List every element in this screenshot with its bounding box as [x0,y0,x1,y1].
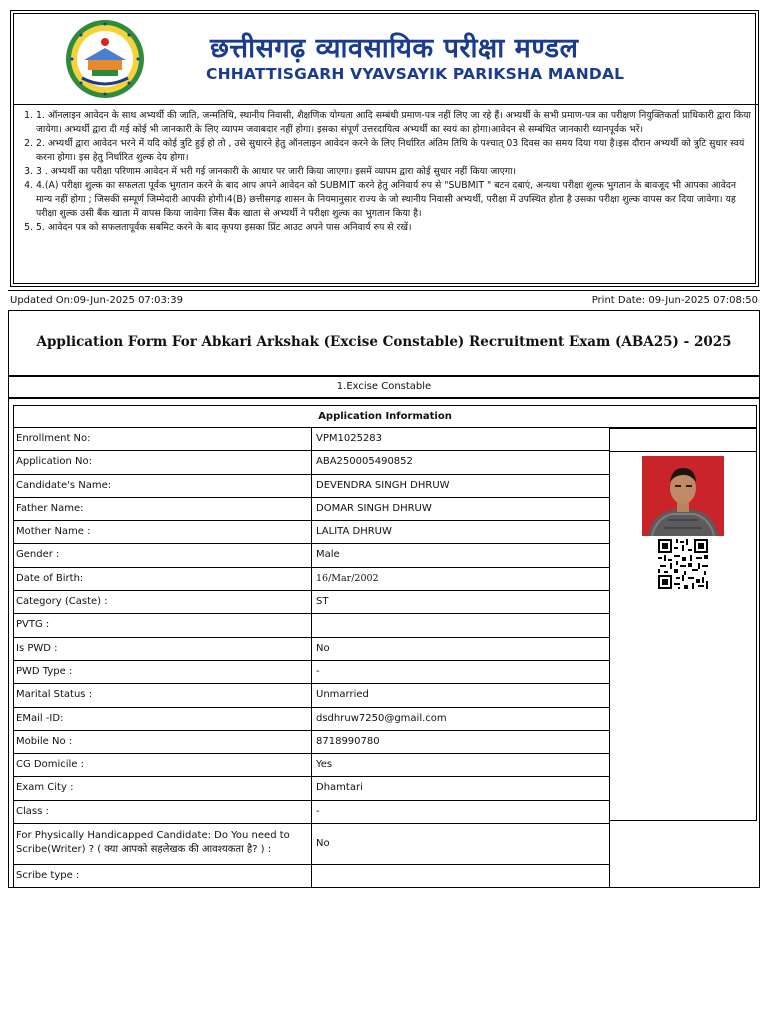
table-row [13,754,610,777]
field-label: Marital Status : [14,684,312,706]
instruction-item: 2. 2. अभ्यर्थी द्वारा आवेदन भरने में यदि कोई त्रुटि हुई हो तो , उसे सुधारने हेतु ऑनलाइन आवेदन करने के लिए निर्धारित अंतिम तिथि के पश्चात् 03 दिवस का समय दिया गया है।इस दौरान अभ्यर्थी को त्रुटि सुधार स्वयं करना होगा। इस हेतु निर्धारित शुल्क देय होगा। [36,137,755,165]
table-row [13,475,610,498]
field-value: No [316,642,330,654]
organization-title-english: CHHATTISGARH VYAVSAYIK PARIKSHA MANDAL [206,65,625,83]
table-row [13,451,610,474]
field-label: Gender : [14,544,312,566]
field-label: Date of Birth: [14,568,312,590]
field-label: Mobile No : [14,731,312,753]
field-label: Candidate's Name: [14,475,312,497]
table-row [13,638,610,661]
photo-column [610,451,757,821]
table-row [13,661,610,684]
field-value: ST [316,596,329,608]
field-value: Yes [316,759,333,771]
table-row [13,684,610,707]
field-label: PVTG : [14,614,312,636]
field-label: Mother Name : [14,521,312,543]
field-rows [13,428,610,888]
field-label: Exam City : [14,777,312,799]
table-row [13,568,610,591]
instruction-item: 1. 1. ऑनलाइन आवेदन के साथ अभ्यर्थी की जाति, जन्मतिथि, स्थानीय निवासी, शैक्षणिक योग्यता आदि सम्बंधी प्रमाण-पत्र नहीं लिए जा रहे हैं। अभ्यर्थी के सभी प्रमाण-पत्र का परीक्षण नियुक्तिकर्ता प्राधिकारी द्वारा किया जायेगा। अभ्यर्थी द्वारा दी गई कोई भी जानकारी के लिए व्यापम जवाबदार नहीं होगा। इसका संपूर्ण उत्तरदायित्व अभ्यर्थी का स्वयं का होगा।आवेदन से सम्बंधित जानकारी ध्यानपूर्वक भरें। [36,109,755,137]
field-label: Enrollment No: [14,428,312,450]
table-row [13,544,610,567]
field-value: - [316,665,320,677]
table-row [13,865,610,888]
field-value: Male [316,549,340,561]
table-row [13,498,610,521]
vyapam-emblem-icon [62,18,148,100]
field-value: - [316,805,320,817]
field-value [312,614,609,636]
table-row [13,614,610,637]
field-label: EMail -ID: [14,708,312,730]
table-row [13,708,610,731]
form-title-box [8,311,760,376]
table-row [13,591,610,614]
qr-code-icon [658,539,708,589]
instruction-item: 4. 4.(A) परीक्षा शुल्क का सफलता पूर्वक भुगतान करने के बाद आप अपने आवेदन को SUBMIT करने हेतु अनिवार्य रुप से "SUBMIT " बटन दबाएं, अन्यथा परीक्षा शुल्क भुगतान के बावजूद भी आपका आवेदन मान्य नहीं होगा ; जिसकी सम्पूर्ण जिम्मेदारी आपकी होगी।4(B) छत्तीसगढ़ शासन के नियमानुसार राज्य के जो स्थानीय निवासी अभ्यर्थी, परीक्षा में उपस्थित होता है उसका परीक्षा शुल्क वापस कर दिया जावेगा। यह परीक्षा शुल्क उसी बैंक खाता में वापस किया जावेगा जिस बैंक खाता से अभ्यर्थी ने परीक्षा शुल्क का भुगतान किया है। [36,179,755,221]
instruction-item: 5. 5. आवेदन पत्र को सफलतापूर्वक सबमिट करने के बाद कृपया इसका प्रिंट आउट अपने पास अनिवार्य रुप से रखें। [36,221,755,235]
field-value: DOMAR SINGH DHRUW [316,502,432,514]
date-meta-row [8,290,760,311]
field-value [312,865,609,887]
table-row [13,824,610,865]
field-label: Application No: [14,451,312,473]
field-value: ABA250005490852 [316,456,413,468]
photo-column-header-cell [610,428,757,452]
field-label: Scribe type : [14,865,312,887]
print-date-text: Print Date: 09-Jun-2025 07:08:50 [591,295,758,306]
table-row [13,777,610,800]
header-section [10,10,759,287]
field-value: LALITA DHRUW [316,526,392,538]
post-name: 1.Excise Constable [336,381,432,392]
section-heading: Application Information [13,405,757,428]
updated-on-text: Updated On:09-Jun-2025 07:03:39 [10,295,183,306]
field-value: No [316,838,330,850]
field-label: CG Domicile : [14,754,312,776]
field-label: Class : [14,801,312,823]
table-row [13,731,610,754]
candidate-photo [642,456,724,536]
field-value: Unmarried [316,689,369,701]
post-name-box [8,376,760,398]
field-label: Is PWD : [14,638,312,660]
table-row [13,801,610,824]
instructions-list [30,109,755,235]
field-value: 8718990780 [316,735,380,747]
field-value: VPM1025283 [316,433,383,444]
instruction-item: 3. 3 . अभ्यर्थी का परीक्षा परिणाम आवेदन में भरी गई जानकारी के आधार पर जारी किया जाएगा। इसमें व्यापम द्वारा कोई सुधार नहीं किया जाएगा। [36,165,755,179]
application-info-table [8,398,760,888]
form-title: Application Form For Abkari Arkshak (Excise Constable) Recruitment Exam (ABA25) - 2025 [36,334,732,350]
field-value: 16/Mar/2002 [316,572,379,584]
field-label: Category (Caste) : [14,591,312,613]
instructions-box [14,104,759,287]
field-label: Father Name: [14,498,312,520]
table-row [13,428,610,451]
field-value: DEVENDRA SINGH DHRUW [316,479,450,491]
field-value: Dhamtari [316,782,363,794]
field-value: dsdhruw7250@gmail.com [316,712,447,724]
organization-title-hindi: छत्तीसगढ़ व्यावसायिक परीक्षा मण्डल [210,33,579,64]
header-inner-border [13,13,756,284]
field-label: For Physically Handicapped Candidate: Do You need to Scribe(Writer) ? ( क्या आपको सहलेखक की आवश्यकता है? ) : [14,824,312,864]
field-label: PWD Type : [14,661,312,683]
table-row [13,521,610,544]
